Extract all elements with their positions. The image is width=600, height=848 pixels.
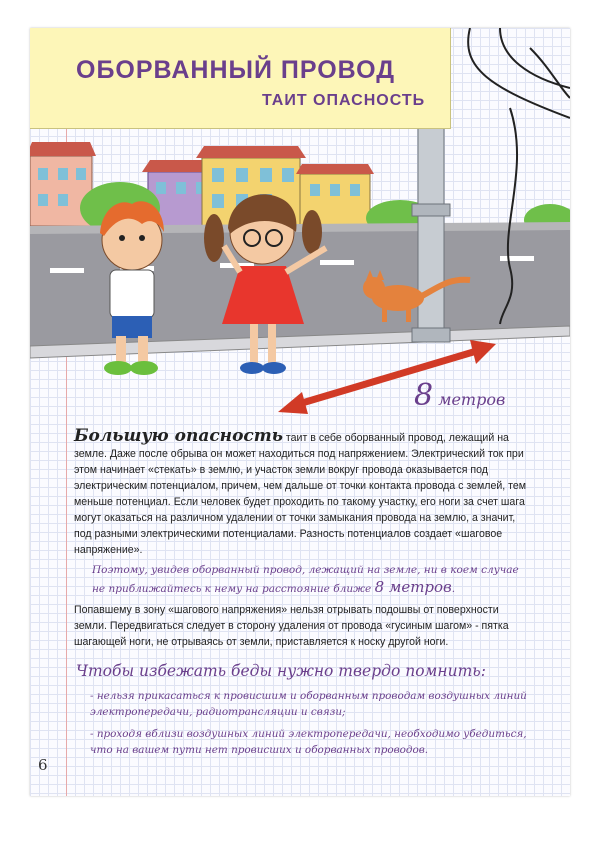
page-title: ОБОРВАННЫЙ ПРОВОД bbox=[76, 56, 396, 84]
book-page bbox=[30, 28, 570, 796]
remember-heading: Чтобы избежать беды нужно твердо помнить: bbox=[76, 662, 486, 680]
distance-unit: метров bbox=[438, 390, 506, 409]
step-voltage-paragraph: Попавшему в зону «шагового напряжения» нельзя отрывать подошвы от поверхности земли. Передвигаться следует в сторону удаления от провода «гусиным шагом» - пятка шагающей ноги, не отрываясь от земли, приставляется к носку другой ноги. bbox=[74, 604, 509, 648]
page-subtitle: ТАИТ ОПАСНОСТЬ bbox=[262, 92, 426, 109]
lead-phrase: Большую опасность bbox=[74, 426, 283, 446]
rule-item-1: - нельзя прикасаться к провисшим и оборванным проводам воздушных линий электропередачи, радиотрансляции и связи; bbox=[90, 690, 527, 718]
paragraph-1: таит в себе оборванный провод, лежащий на земле. Даже после обрыва он может находиться под напряжением. Электрический ток при этом начинает «стекать» в землю, и участок земли вокруг провода оказывается под электрическим потенциалом, причем, чем дальше от точки контакта провода с землей, тем меньше потенциал. Если человек будет проходить по такому участку, его ноги за счет шага могут оказаться на различном удалении от точки замыкания провода на землю, а значит, под разными электрическими потенциалами. Разность потенциалов создает «шаговое напряжение». bbox=[74, 432, 527, 556]
rule-item-2: - проходя вблизи воздушных линий электропередачи, необходимо убедиться, что на вашем пути нет провисших и оборванных проводов. bbox=[90, 728, 527, 756]
warning-distance: 8 метров bbox=[374, 578, 452, 596]
warning-end: . bbox=[451, 583, 456, 595]
title-banner bbox=[30, 28, 451, 129]
page-number: 6 bbox=[38, 756, 48, 774]
warning-text: Поэтому, увидев оборванный провод, лежащий на земле, ни в коем случае не приближайтесь к нему на расстояние ближе bbox=[92, 564, 519, 595]
distance-label bbox=[414, 378, 505, 413]
intro-paragraph bbox=[74, 428, 530, 558]
rules-list bbox=[90, 688, 536, 764]
distance-number: 8 bbox=[414, 378, 434, 413]
warning-paragraph bbox=[92, 562, 532, 598]
